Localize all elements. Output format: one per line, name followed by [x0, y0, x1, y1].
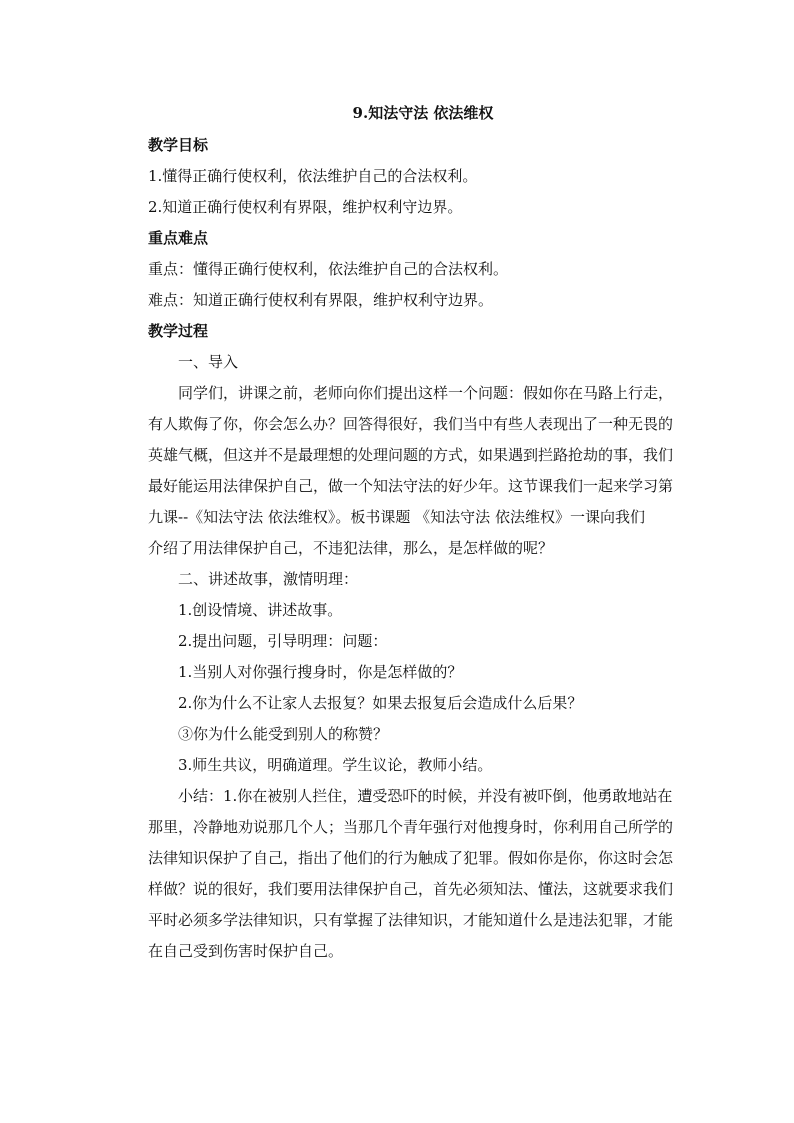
- goal-item-2: 2.知道正确行使权利有界限，维护权利守边界。: [148, 198, 463, 216]
- paragraph-line: 在自己受到伤害时保护自己。: [148, 942, 344, 960]
- step-item-3: 3.师生共议，明确道理。学生议论，教师小结。: [178, 756, 493, 774]
- question-item-3: ③你为什么能受到别人的称赞？: [178, 725, 389, 743]
- paragraph-line: 有人欺侮了你，你会怎么办？回答得很好，我们当中有些人表现出了一种无畏的: [148, 415, 674, 433]
- paragraph-line: 那里，冷静地劝说那几个人；当那几个青年强行对他搜身时，你利用自己所学的: [148, 818, 674, 836]
- paragraph-line: 英雄气概，但这并不是最理想的处理问题的方式，如果遇到拦路抢劫的事，我们: [148, 446, 674, 464]
- question-item-1: 1.当别人对你强行搜身时，你是怎样做的？: [178, 663, 463, 681]
- intro-paragraph: [148, 378, 678, 564]
- section-heading-key-points: 重点难点: [148, 229, 209, 247]
- paragraph-line: 九课--《知法守法 依法维权》。板书课题 《知法守法 依法维权》一课向我们: [148, 508, 645, 526]
- paragraph-line: 最好能运用法律保护自己，做一个知法守法的好少年。这节课我们一起来学习第: [148, 477, 674, 495]
- page-title: 9.知法守法 依法维权: [352, 104, 494, 122]
- paragraph-line: 平时必须多学法律知识，只有掌握了法律知识，才能知道什么是违法犯罪，才能: [148, 911, 674, 929]
- step-item-2: 2.提出问题，引导明理：问题：: [178, 632, 388, 650]
- difficult-point: 难点：知道正确行使权利有界限，维护权利守边界。: [148, 291, 494, 309]
- summary-paragraph: [148, 781, 678, 967]
- paragraph-line: 法律知识保护了自己，指出了他们的行为触成了犯罪。假如你是你，你这时会怎: [148, 849, 674, 867]
- section-heading-goals: 教学目标: [148, 136, 209, 154]
- step-item-1: 1.创设情境、讲述故事。: [178, 601, 343, 619]
- section-heading-process: 教学过程: [148, 322, 209, 340]
- key-point: 重点：懂得正确行使权利，依法维护自己的合法权利。: [148, 260, 509, 278]
- question-item-2: 2.你为什么不让家人去报复？如果去报复后会造成什么后果？: [178, 694, 583, 712]
- paragraph-line: 同学们，讲课之前，老师向你们提出这样一个问题：假如你在马路上行走，: [178, 384, 674, 402]
- paragraph-line: 介绍了用法律保护自己，不违犯法律，那么，是怎样做的呢？: [148, 539, 554, 557]
- paragraph-line: 样做？说的很好，我们要用法律保护自己，首先必须知法、懂法，这就要求我们: [148, 880, 674, 898]
- goal-item-1: 1.懂得正确行使权利，依法维护自己的合法权利。: [148, 167, 478, 185]
- subheading-intro: 一、导入: [178, 353, 239, 371]
- document-body: [148, 100, 678, 967]
- subheading-story: 二、讲述故事，激情明理：: [178, 570, 359, 588]
- paragraph-line: 小结：1.你在被别人拦住，遭受恐吓的时候，并没有被吓倒，他勇敢地站在: [178, 787, 673, 805]
